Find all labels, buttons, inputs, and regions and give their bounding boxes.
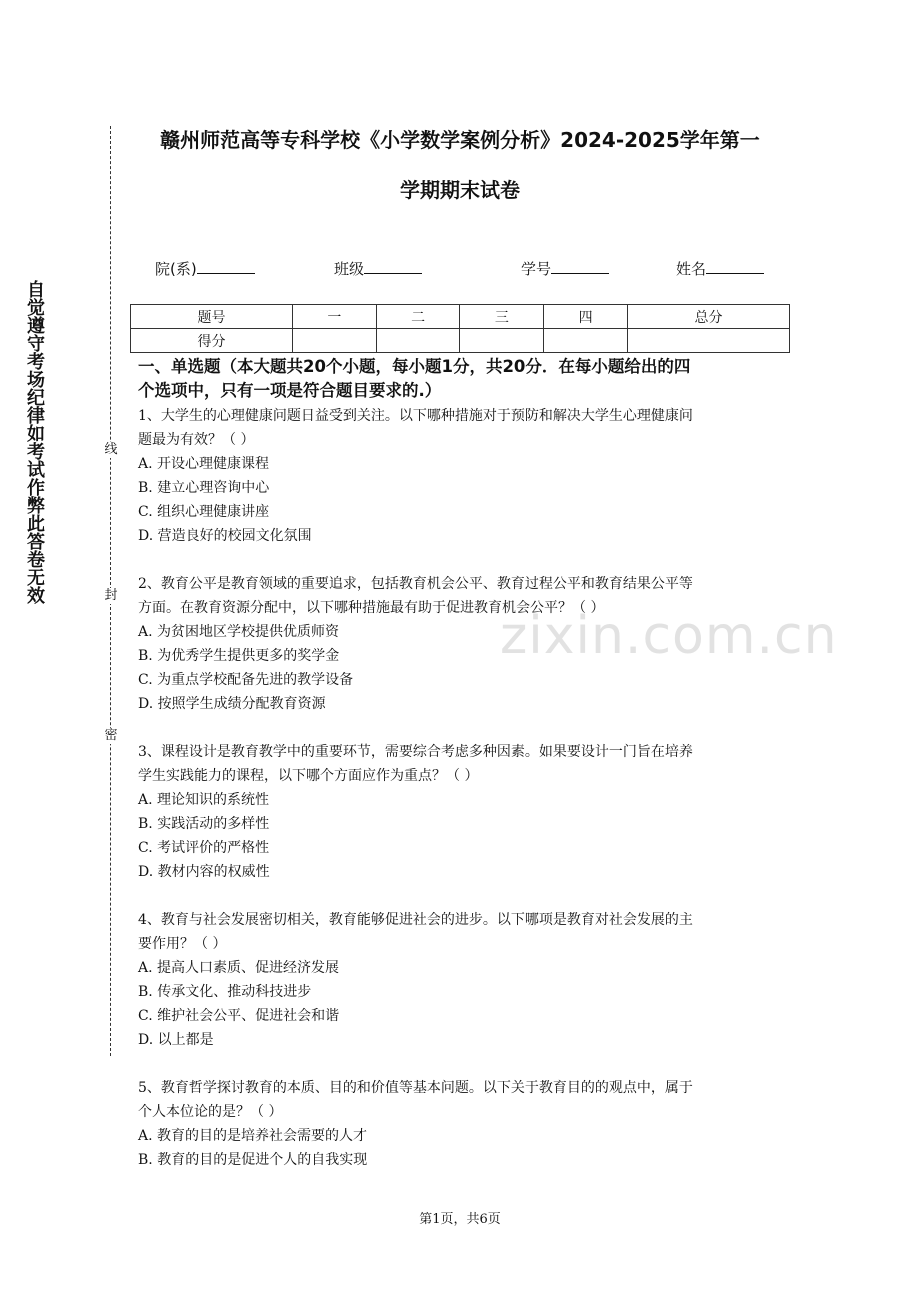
option-d[interactable]: D. 按照学生成绩分配教育资源 <box>138 696 326 712</box>
option-c[interactable]: C. 维护社会公平、促进社会和谐 <box>138 1008 340 1024</box>
score-table <box>130 304 790 353</box>
question-stem: 学生实践能力的课程，以下哪个方面应作为重点？（ ） <box>138 768 479 784</box>
student-id-label: 学号 <box>521 260 552 278</box>
name-field[interactable] <box>676 258 764 279</box>
option-b[interactable]: B. 实践活动的多样性 <box>138 816 270 832</box>
option-b[interactable]: B. 为优秀学生提供更多的奖学金 <box>138 648 340 664</box>
option-a[interactable]: A. 教育的目的是培养社会需要的人才 <box>138 1128 368 1144</box>
exam-title-line1: 赣州师范高等专科学校《小学数学案例分析》2024-2025学年第一 <box>160 128 760 152</box>
question-3 <box>138 740 786 884</box>
question-stem: 4、教育与社会发展密切相关，教育能够促进社会的进步。以下哪项是教育对社会发展的主 <box>138 912 693 928</box>
dept-blank[interactable] <box>197 259 255 274</box>
score-cell: 三 <box>460 305 544 329</box>
exam-title-line2: 学期期末试卷 <box>400 178 520 202</box>
question-stem: 方面。在教育资源分配中，以下哪种措施最有助于促进教育机会公平？（ ） <box>138 600 605 616</box>
score-input-cell[interactable] <box>292 329 376 353</box>
score-input-cell[interactable] <box>544 329 628 353</box>
section-heading-line2: 个选项中，只有一项是符合题目要求的.） <box>138 381 442 400</box>
watermark: zixin.com.cn <box>500 606 838 666</box>
score-cell: 总分 <box>628 305 790 329</box>
question-5 <box>138 1076 786 1172</box>
class-field[interactable] <box>334 258 422 279</box>
page-footer: 第1页，共6页 <box>419 1212 501 1227</box>
question-stem: 1、大学生的心理健康问题日益受到关注。以下哪种措施对于预防和解决大学生心理健康问 <box>138 408 693 424</box>
name-label: 姓名 <box>676 260 707 278</box>
question-4 <box>138 908 786 1052</box>
score-cell: 四 <box>544 305 628 329</box>
score-table-header-row <box>131 305 790 329</box>
option-b[interactable]: B. 传承文化、推动科技进步 <box>138 984 312 1000</box>
score-input-cell[interactable] <box>460 329 544 353</box>
option-d[interactable]: D. 营造良好的校园文化氛围 <box>138 528 312 544</box>
option-d[interactable]: D. 以上都是 <box>138 1032 214 1048</box>
question-stem: 要作用？（ ） <box>138 936 227 952</box>
score-input-cell[interactable] <box>376 329 460 353</box>
option-c[interactable]: C. 组织心理健康讲座 <box>138 504 270 520</box>
question-stem: 2、教育公平是教育领域的重要追求，包括教育机会公平、教育过程公平和教育结果公平等 <box>138 576 693 592</box>
score-cell: 得分 <box>131 329 293 353</box>
section-heading <box>138 355 788 403</box>
question-stem: 5、教育哲学探讨教育的本质、目的和价值等基本问题。以下关于教育目的的观点中，属于 <box>138 1080 693 1096</box>
question-stem: 题最为有效？（ ） <box>138 432 255 448</box>
option-b[interactable]: B. 教育的目的是促进个人的自我实现 <box>138 1152 368 1168</box>
question-stem: 3、课程设计是教育教学中的重要环节，需要综合考虑多种因素。如果要设计一门旨在培养 <box>138 744 693 760</box>
question-2 <box>138 572 786 716</box>
score-cell: 二 <box>376 305 460 329</box>
binding-mark-seal: 封 <box>104 588 118 603</box>
score-cell: 一 <box>292 305 376 329</box>
dept-field[interactable] <box>155 258 255 279</box>
class-label: 班级 <box>334 260 365 278</box>
binding-mark-line: 线 <box>104 442 118 457</box>
option-a[interactable]: A. 理论知识的系统性 <box>138 792 270 808</box>
binding-mark-secret: 密 <box>104 728 118 743</box>
option-b[interactable]: B. 建立心理咨询中心 <box>138 480 270 496</box>
option-a[interactable]: A. 提高人口素质、促进经济发展 <box>138 960 340 976</box>
question-stem: 个人本位论的是？（ ） <box>138 1104 283 1120</box>
name-blank[interactable] <box>706 259 764 274</box>
class-blank[interactable] <box>364 259 422 274</box>
option-d[interactable]: D. 教材内容的权威性 <box>138 864 270 880</box>
section-heading-line1: 一、单选题（本大题共20个小题，每小题1分，共20分．在每小题给出的四 <box>138 357 691 376</box>
question-1 <box>138 404 786 548</box>
option-c[interactable]: C. 为重点学校配备先进的教学设备 <box>138 672 354 688</box>
score-input-cell[interactable] <box>628 329 790 353</box>
student-id-blank[interactable] <box>551 259 609 274</box>
option-a[interactable]: A. 开设心理健康课程 <box>138 456 270 472</box>
option-a[interactable]: A. 为贫困地区学校提供优质师资 <box>138 624 340 640</box>
dept-label: 院(系) <box>155 260 197 278</box>
score-table-score-row <box>131 329 790 353</box>
option-c[interactable]: C. 考试评价的严格性 <box>138 840 270 856</box>
student-id-field[interactable] <box>521 258 609 279</box>
exam-discipline-notice: 自觉遵守考场纪律如考试作弊此答卷无效 <box>24 280 45 604</box>
score-cell: 题号 <box>131 305 293 329</box>
